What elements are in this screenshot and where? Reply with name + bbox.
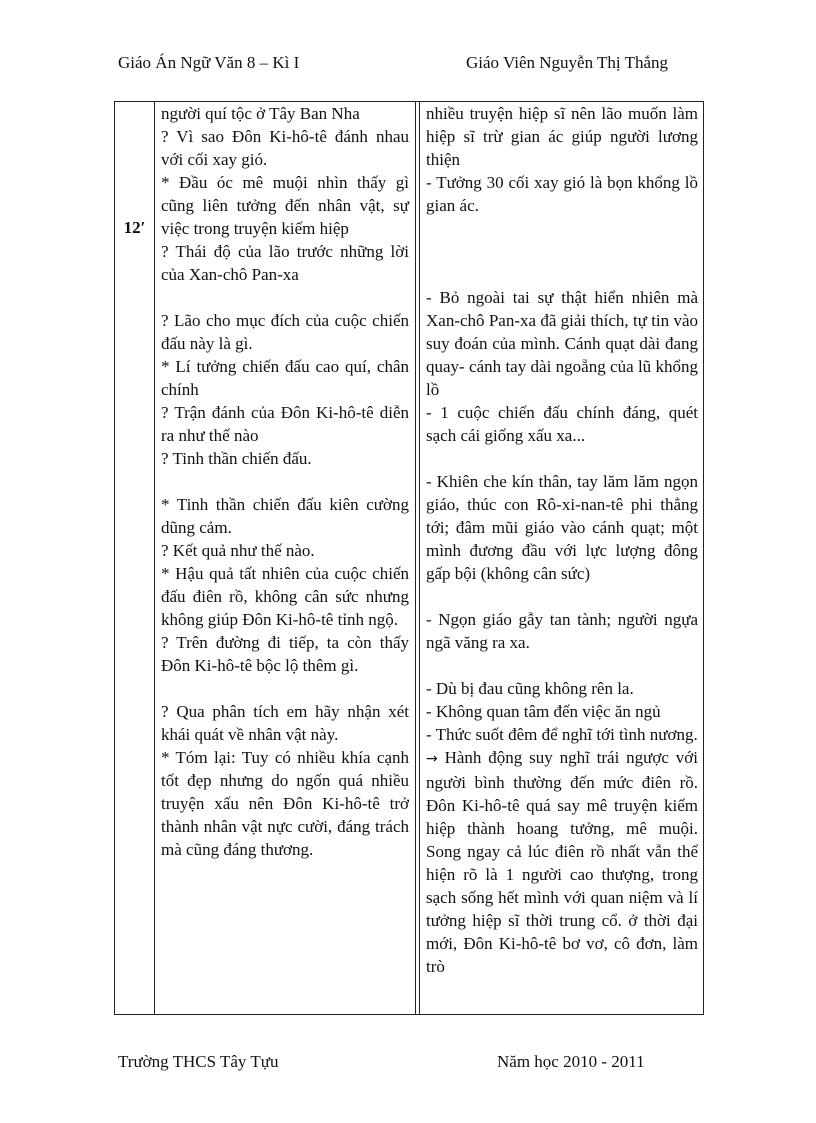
spacer — [426, 447, 698, 470]
question-line: ? Qua phân tích em hãy nhận xét khái quát về nhân vật này. — [161, 702, 409, 744]
question-line: ? Tinh thần chiến đấu. — [161, 449, 312, 468]
answers-column — [426, 102, 698, 978]
lesson-table — [114, 101, 704, 1015]
spacer — [426, 585, 698, 608]
spacer — [426, 654, 698, 677]
footer-school: Trường THCS Tây Tựu — [118, 1052, 279, 1071]
spacer — [161, 286, 409, 309]
question-line: ? Vì sao Đôn Ki-hô-tê đánh nhau với cối xay gió. — [161, 127, 409, 169]
question-line: ? Trận đánh của Đôn Ki-hô-tê diễn ra như thế nào — [161, 403, 409, 445]
column-divider — [154, 102, 155, 1014]
time-cell: 12′ — [123, 218, 146, 237]
question-line: * Đầu óc mê muội nhìn thấy gì cũng liên tưởng đến nhân vật, sự việc trong truyện kiếm hiệp — [161, 173, 409, 238]
question-line: * Hậu quả tất nhiên của cuộc chiến đấu điên rồ, không cân sức nhưng không giúp Đôn Ki-hô-tê tỉnh ngộ. — [161, 564, 409, 629]
answer-line: - Thức suốt đêm để nghĩ tới tình nương. — [426, 725, 698, 744]
answer-line: - 1 cuộc chiến đấu chính đáng, quét sạch cái giống xấu xa... — [426, 403, 698, 445]
column-divider — [419, 102, 420, 1014]
answer-line: - Khiên che kín thân, tay lăm lăm ngọn giáo, thúc con Rô-xi-nan-tê phi thẳng tới; đâm mũi giáo vào cánh quạt; một mình đương đầu với lực lượng đông gấp bội (không cân sức) — [426, 472, 698, 583]
spacer — [161, 677, 409, 700]
question-line: người quí tộc ở Tây Ban Nha — [161, 104, 360, 123]
footer-school-year: Năm học 2010 - 2011 — [497, 1052, 645, 1071]
spacer — [161, 470, 409, 493]
question-line: * Tinh thần chiến đấu kiên cường dũng cảm. — [161, 495, 409, 537]
conclusion-paragraph — [426, 746, 698, 978]
header-subject: Giáo Án Ngữ Văn 8 – Kì I — [118, 53, 300, 72]
question-line: ? Thái độ của lão trước những lời của Xan-chô Pan-xa — [161, 242, 409, 284]
conclusion-text: Hành động suy nghĩ trái ngược với người bình thường đến mức điên rồ. Đôn Ki-hô-tê quá say mê truyện kiếm hiệp thành hoang tưởng, mê muội. Song ngay cả lúc điên rồ nhất vẫn thể hiện rõ là 1 người cao thượng, trong sạch sống hết mình với quan niệm và lí tưởng hiệp sĩ thời trung cổ. ở thời đại mới, Đôn Ki-hô-tê bơ vơ, cô đơn, làm trò — [426, 748, 698, 976]
answer-line: nhiều truyện hiệp sĩ nên lão muốn làm hiệp sĩ trừ gian ác giúp người lương thiện — [426, 104, 698, 169]
answer-line: - Tưởng 30 cối xay gió là bọn khổng lồ gian ác. — [426, 173, 698, 215]
answer-line: - Dù bị đau cũng không rên la. — [426, 679, 634, 698]
spacer — [426, 263, 698, 286]
column-divider — [415, 102, 416, 1014]
header-teacher: Giáo Viên Nguyễn Thị Thắng — [466, 53, 669, 72]
question-line: * Tóm lại: Tuy có nhiều khía cạnh tốt đẹp nhưng do ngốn quá nhiều truyện xấu nên Đôn Ki-hô-tê trở thành nhân vật nực cười, đáng trách mà cũng đáng thương. — [161, 748, 409, 859]
arrow-right-icon: → — [426, 751, 438, 767]
answer-line: - Bỏ ngoài tai sự thật hiển nhiên mà Xan-chô Pan-xa đã giải thích, tự tin vào suy đoán của mình. Cánh quạt dài đang quay- cánh tay dài ngoẵng của lũ khổng lồ — [426, 288, 698, 399]
answer-line: - Ngọn giáo gẫy tan tành; người ngựa ngã văng ra xa. — [426, 610, 698, 652]
question-line: ? Trên đường đi tiếp, ta còn thấy Đôn Ki-hô-tê bộc lộ thêm gì. — [161, 633, 409, 675]
spacer — [426, 217, 698, 240]
answer-line: - Không quan tâm đến việc ăn ngủ — [426, 702, 661, 721]
question-line: ? Lão cho mục đích của cuộc chiến đấu này là gì. — [161, 311, 409, 353]
question-line: ? Kết quả như thế nào. — [161, 541, 315, 560]
spacer — [426, 240, 698, 263]
question-line: * Lí tưởng chiến đấu cao quí, chân chính — [161, 357, 409, 399]
teacher-questions-column — [161, 102, 409, 861]
